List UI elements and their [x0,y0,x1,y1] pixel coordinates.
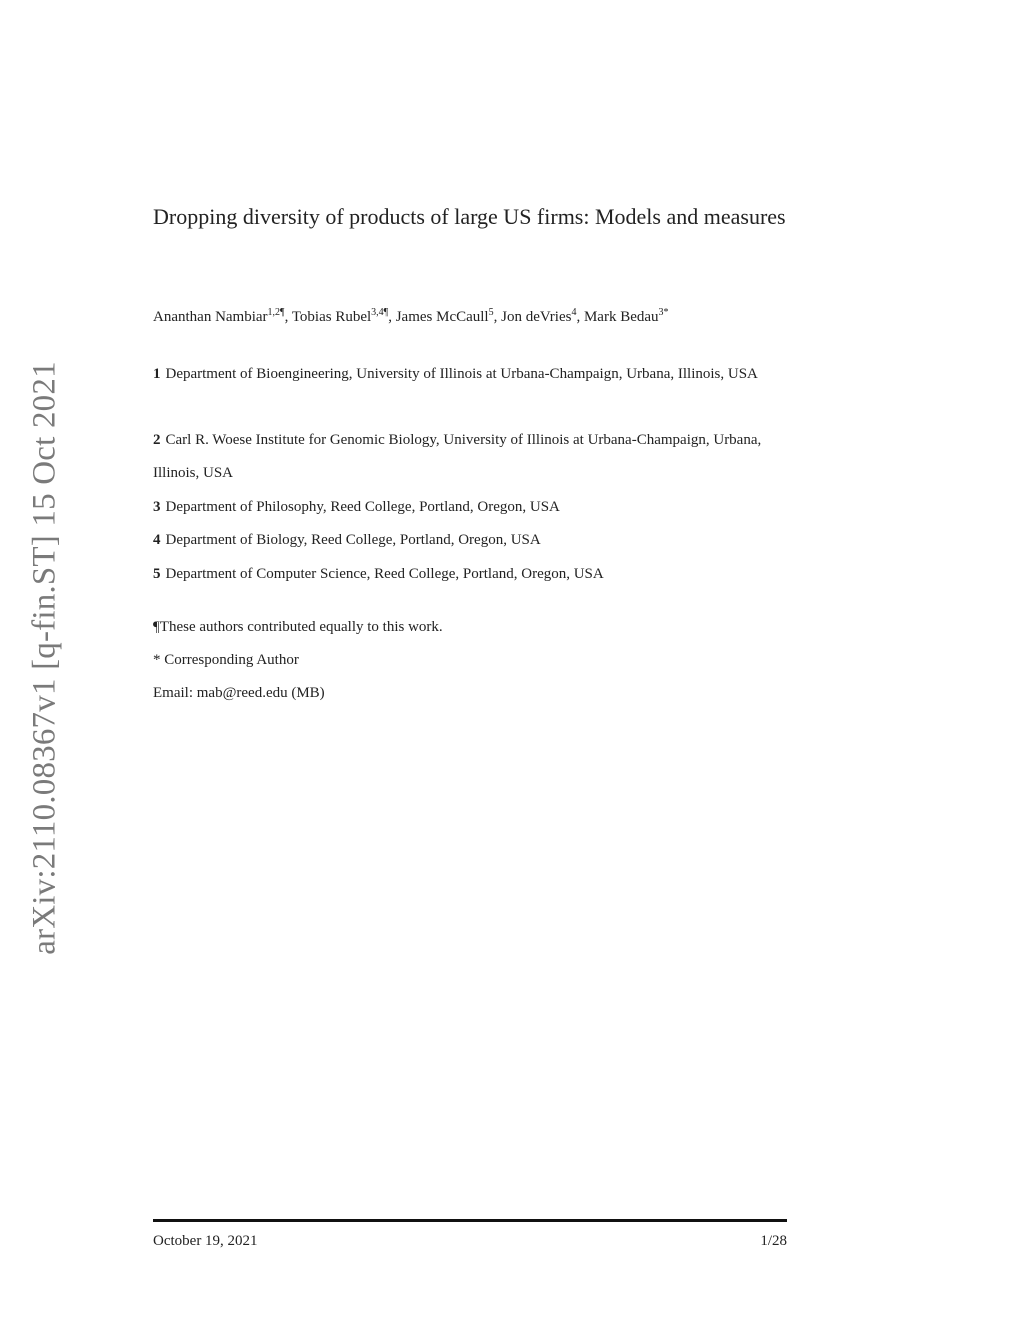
author-name: Ananthan Nambiar [153,309,268,325]
affiliation-text: Department of Biology, Reed College, Portland, Oregon, USA [165,532,541,548]
affiliation-item [153,524,793,557]
author-name: Jon deVries [501,309,572,325]
author-affiliation-mark: 5 [488,307,494,318]
affiliation-text: Department of Bioengineering, University of Illinois at Urbana-Champaign, Urbana, Illinois, USA [165,366,758,382]
affiliation-text: Carl R. Woese Institute for Genomic Biology, University of Illinois at Urbana-Champaign, Urbana, Illinois, USA [153,432,762,481]
arxiv-stamp [0,0,80,1325]
arxiv-identifier: arXiv:2110.08367v1 [q-fin.ST] 15 Oct 2021 [26,361,63,955]
author-name: Tobias Rubel [291,309,372,325]
author-name: Mark Bedau [583,309,659,325]
paper-title: Dropping diversity of products of large US firms: Models and measures [153,204,786,229]
affiliation-number: 1 [153,366,161,382]
author-affiliation-mark: 1,2¶ [267,307,285,318]
footer-date: October 19, 2021 [153,1233,258,1249]
author-affiliation-mark: 3,4¶ [371,307,389,318]
affiliation-text: Department of Computer Science, Reed College, Portland, Oregon, USA [165,566,604,582]
footer-rule [153,1219,787,1222]
affiliation-number: 5 [153,566,161,582]
author-affiliation-mark: 3* [658,307,669,318]
affiliation-number: 2 [153,432,161,448]
author-affiliation-mark: 4 [571,307,577,318]
corresponding-author-note: * Corresponding Author [153,652,299,668]
affiliation-number: 3 [153,499,161,515]
affiliation-item [153,424,793,490]
author-name: James McCaull [395,309,489,325]
page-number: 1/28 [760,1233,787,1249]
email-note: Email: mab@reed.edu (MB) [153,685,325,701]
author-list: Ananthan Nambiar$^{1,2\P}$, Tobias Rubel$^{3,4\P}$, James McCaull$^5$, Jon deVries$^4$, Mark Bedau$^{3*}$ [153,307,669,325]
affiliation-item [153,491,793,524]
affiliation-number: 4 [153,532,161,548]
affiliation-text: Department of Philosophy, Reed College, Portland, Oregon, USA [165,499,560,515]
equal-contribution-note: ¶These authors contributed equally to this work. [153,619,443,635]
affiliation-item [153,358,793,391]
affiliation-item [153,558,793,591]
